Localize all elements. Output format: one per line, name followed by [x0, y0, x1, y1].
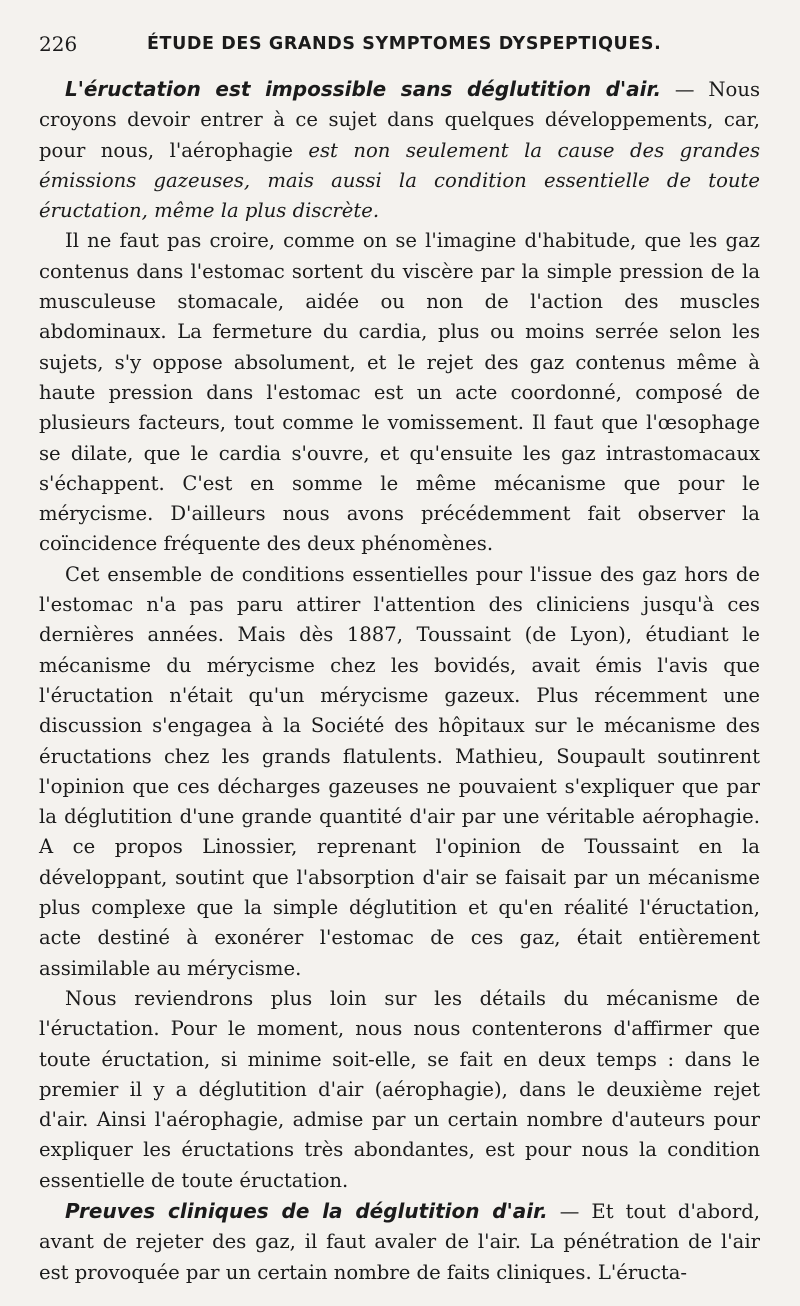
body-text — [39, 74, 760, 1288]
running-title: ÉTUDE DES GRANDS SYMPTOMES DYSPEPTIQUES. — [147, 34, 662, 54]
paragraph-text: — Et tout d'abord, avant de rejeter des gaz, il faut avaler de l'air. La pénétration de l'air est provoquée par un certain nombre de faits cliniques. L'éructa- — [39, 1199, 761, 1284]
page-header — [39, 32, 760, 74]
paragraph-two-stages: Nous reviendrons plus loin sur les détails du mécanisme de l'éructation. Pour le moment, nous nous contenterons d'affirmer que toute éructation, si minime soit-elle, se fait en deux temps : dans le premier il y a déglutition d'air (aérophagie), dans le deuxième rejet d'air. Ainsi l'aérophagie, admise par un certain nombre d'auteurs pour expliquer les éructations très abondantes, est pour nous la condition essentielle de toute éructation. — [39, 986, 760, 1192]
page-number: 226 — [39, 32, 78, 56]
paragraph-eructation-thesis — [39, 74, 760, 226]
paragraph-history: Cet ensemble de conditions essentielles pour l'issue des gaz hors de l'estomac n'a pas paru attirer l'attention des cliniciens jusqu'à ces dernières années. Mais dès 1887, Toussaint (de Lyon), étudiant le mécanisme du mérycisme chez les bovidés, avait émis l'avis que l'éructation n'était qu'un mérycisme gazeux. Plus récemment une discussion s'engagea à la Société des hôpitaux sur le mécanisme des éructations chez les grands flatulents. Mathieu, Soupault soutinrent l'opinion que ces décharges gazeuses ne pouvaient s'expliquer que par la déglutition d'une grande quantité d'air par une véritable aérophagie. A ce propos Linossier, reprenant l'opinion de Toussaint en la développant, soutint que l'absorption d'air se faisait par un mécanisme plus complexe que la simple déglutition et qu'en réalité l'éructation, acte destiné à exonérer l'estomac de ces gaz, était entièrement assimilable au mérycisme. — [39, 562, 760, 980]
paragraph-text: — Nous croyons devoir entrer à ce sujet dans quelques développements, car, pour nous, l'aérophagie — [39, 78, 760, 162]
emphasis-text: est non seulement la cause des grandes émissions gazeuses, mais aussi la condition essentielle de toute éructation, même la plus discrète. — [39, 138, 761, 223]
section-lead-clinical-proofs: Preuves cliniques de la déglutition d'air. — [65, 1198, 548, 1223]
section-lead-eructation: L'éructation est impossible sans déglutition d'air. — [65, 77, 662, 101]
paragraph-mechanism: Il ne faut pas croire, comme on se l'imagine d'habitude, que les gaz contenus dans l'estomac sortent du viscère par la simple pression de la musculeuse stomacale, aidée ou non de l'action des muscles abdominaux. La fermeture du cardia, plus ou moins serrée selon les sujets, s'y oppose absolument, et le rejet des gaz contenus même à haute pression dans l'estomac est un acte coordonné, composé de plusieurs facteurs, tout comme le vomissement. Il faut que l'œsophage se dilate, que le cardia s'ouvre, et qu'ensuite les gaz intrastomacaux s'échappent. C'est en somme le même mécanisme que pour le mérycisme. D'ailleurs nous avons précédemment fait observer la coïncidence fréquente des deux phénomènes. — [39, 229, 760, 556]
paragraph-clinical-proofs — [39, 1196, 760, 1288]
